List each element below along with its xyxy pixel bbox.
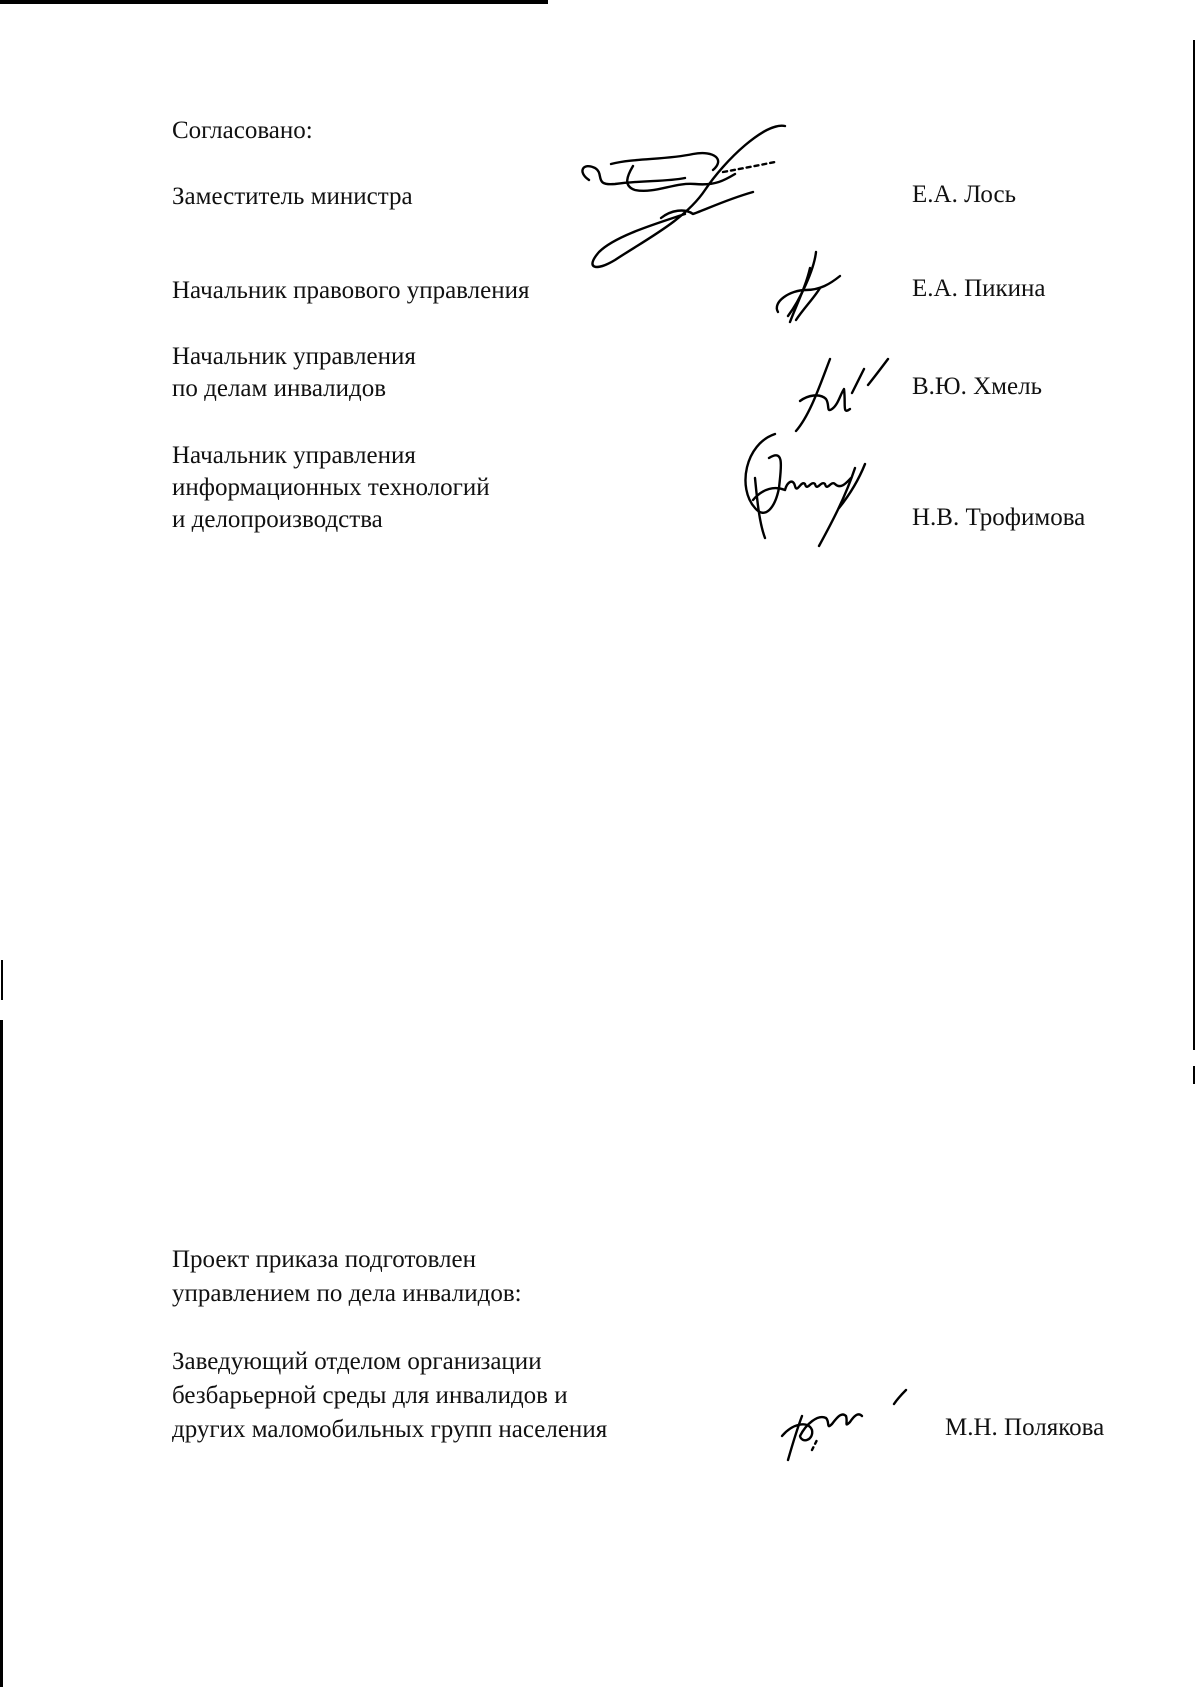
signature-4 (735, 428, 885, 548)
signatory-4-position-line-1: Начальник управления (172, 442, 416, 469)
signature-2 (770, 250, 850, 330)
signatory-2-name: Е.А. Пикина (912, 275, 1046, 302)
scan-edge-top (0, 0, 548, 4)
signatory-4-position-line-2: информационных технологий (172, 474, 490, 501)
prepared-position-line-1: Заведующий отделом организации (172, 1348, 542, 1375)
signatory-3-position-line-2: по делам инвалидов (172, 375, 387, 402)
scan-edge-left-dash (1, 960, 3, 1000)
scan-edge-left (0, 1020, 3, 1687)
signatory-1-name: Е.А. Лось (912, 181, 1017, 208)
signatory-4-name: Н.В. Трофимова (912, 504, 1086, 531)
scan-edge-right-short (1193, 1066, 1195, 1084)
agreed-label: Согласовано: (172, 117, 313, 144)
prepared-position-line-3: других маломобильных групп населения (172, 1416, 608, 1443)
signature-5 (772, 1386, 912, 1466)
prepared-position-line-2: безбарьерной среды для инвалидов и (172, 1382, 568, 1409)
signature-3 (790, 355, 890, 435)
signatory-1-position: Заместитель министра (172, 183, 413, 210)
signatory-3-position-line-1: Начальник управления (172, 343, 416, 370)
signatory-4-position-line-3: и делопроизводства (172, 506, 383, 533)
signatory-3-name: В.Ю. Хмель (912, 373, 1042, 400)
prepared-intro-line-2: управлением по дела инвалидов: (172, 1280, 522, 1307)
scan-edge-right (1193, 40, 1195, 1050)
prepared-name: М.Н. Полякова (945, 1414, 1105, 1441)
signatory-2-position: Начальник правового управления (172, 277, 530, 304)
prepared-intro-line-1: Проект приказа подготовлен (172, 1246, 476, 1273)
